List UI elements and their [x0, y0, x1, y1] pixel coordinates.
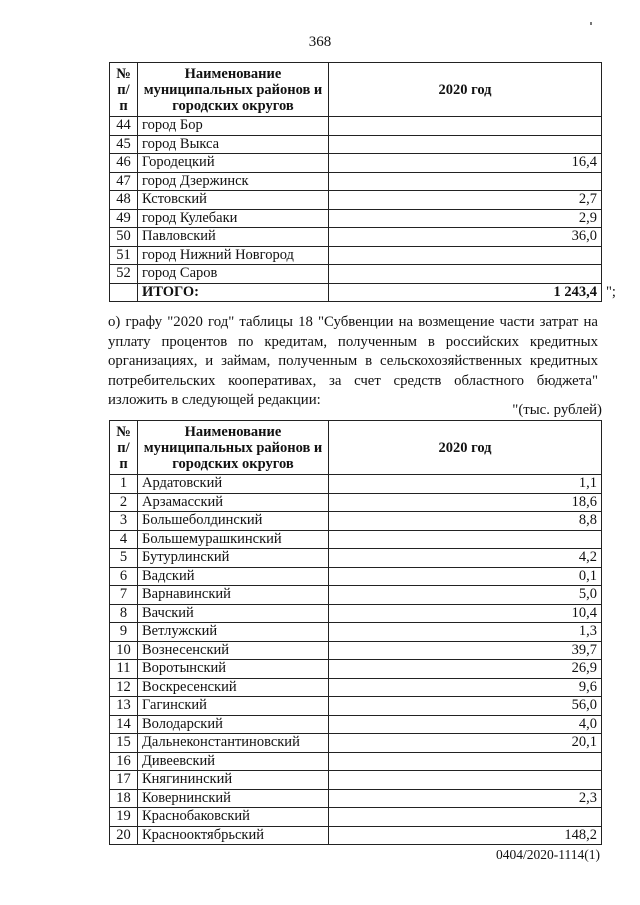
table-row [110, 191, 602, 210]
district-name: Володарский [138, 715, 329, 734]
district-name: Воротынский [138, 660, 329, 679]
amount-value: 36,0 [329, 228, 602, 247]
row-number: 12 [110, 678, 138, 697]
amount-value: 16,4 [329, 154, 602, 173]
row-number: 9 [110, 623, 138, 642]
amount-value: 4,0 [329, 715, 602, 734]
table-row [110, 641, 602, 660]
district-name: город Бор [138, 117, 329, 136]
row-number: 17 [110, 771, 138, 790]
amount-value [329, 808, 602, 827]
row-number: 50 [110, 228, 138, 247]
row-number: 2 [110, 493, 138, 512]
row-number: 10 [110, 641, 138, 660]
district-name: Дивеевский [138, 752, 329, 771]
row-number: 19 [110, 808, 138, 827]
header-year: 2020 год [329, 421, 602, 475]
district-name: Гагинский [138, 697, 329, 716]
row-number: 20 [110, 826, 138, 845]
header-name: Наименование муниципальных районов и городских округов [138, 421, 329, 475]
table-row [110, 209, 602, 228]
table-row [110, 697, 602, 716]
amount-value: 10,4 [329, 604, 602, 623]
table-row [110, 623, 602, 642]
table-row [110, 678, 602, 697]
amount-value: 0,1 [329, 567, 602, 586]
row-number: 46 [110, 154, 138, 173]
row-number: 5 [110, 549, 138, 568]
table2-body [110, 475, 602, 845]
amount-value: 1,3 [329, 623, 602, 642]
district-name: Вознесенский [138, 641, 329, 660]
district-name: город Выкса [138, 135, 329, 154]
header-number: № п/п [110, 63, 138, 117]
row-number: 15 [110, 734, 138, 753]
district-name: Вачский [138, 604, 329, 623]
district-name: Воскресенский [138, 678, 329, 697]
amount-value [329, 530, 602, 549]
table-row [110, 265, 602, 284]
subsidy-table-18 [109, 420, 602, 845]
district-name: Кстовский [138, 191, 329, 210]
row-number: 44 [110, 117, 138, 136]
amount-value [329, 771, 602, 790]
document-code: 0404/2020-1114(1) [496, 847, 600, 862]
amount-value: 26,9 [329, 660, 602, 679]
district-name: Павловский [138, 228, 329, 247]
row-number: 49 [110, 209, 138, 228]
row-number: 6 [110, 567, 138, 586]
table-row [110, 530, 602, 549]
district-name: Краснооктябрьский [138, 826, 329, 845]
row-number: 14 [110, 715, 138, 734]
amount-value: 20,1 [329, 734, 602, 753]
amount-value: 2,3 [329, 789, 602, 808]
table1-body [110, 117, 602, 284]
district-name: Большеболдинский [138, 512, 329, 531]
amount-value [329, 246, 602, 265]
amount-value: 56,0 [329, 697, 602, 716]
amount-value: 5,0 [329, 586, 602, 605]
district-name: Краснобаковский [138, 808, 329, 827]
table-row [110, 228, 602, 247]
amount-value: 18,6 [329, 493, 602, 512]
table-header-row [110, 421, 602, 475]
district-name: Варнавинский [138, 586, 329, 605]
district-name: Большемурашкинский [138, 530, 329, 549]
total-row [110, 283, 602, 302]
district-name: Княгининский [138, 771, 329, 790]
amount-value: 4,2 [329, 549, 602, 568]
row-number: 11 [110, 660, 138, 679]
table-row [110, 826, 602, 845]
closing-quote: "; [606, 284, 616, 300]
table-row [110, 172, 602, 191]
table-row [110, 493, 602, 512]
amount-value [329, 117, 602, 136]
amount-value [329, 265, 602, 284]
table-row [110, 512, 602, 531]
district-name: город Дзержинск [138, 172, 329, 191]
table-row [110, 604, 602, 623]
row-number: 45 [110, 135, 138, 154]
row-number: 8 [110, 604, 138, 623]
row-number: 52 [110, 265, 138, 284]
row-number: 16 [110, 752, 138, 771]
table-row [110, 117, 602, 136]
row-number: 3 [110, 512, 138, 531]
total-value: 1 243,4 [329, 283, 602, 302]
district-name: город Саров [138, 265, 329, 284]
row-number: 1 [110, 475, 138, 494]
amount-value [329, 752, 602, 771]
header-year: 2020 год [329, 63, 602, 117]
total-number-cell [110, 283, 138, 302]
district-name: Городецкий [138, 154, 329, 173]
table-row [110, 246, 602, 265]
row-number: 4 [110, 530, 138, 549]
table-row [110, 715, 602, 734]
district-name: Арзамасский [138, 493, 329, 512]
district-name: город Кулебаки [138, 209, 329, 228]
amount-value: 39,7 [329, 641, 602, 660]
district-name: Дальнеконстантиновский [138, 734, 329, 753]
table-row [110, 752, 602, 771]
table-row [110, 135, 602, 154]
table-row [110, 734, 602, 753]
amount-value: 1,1 [329, 475, 602, 494]
amount-value: 2,9 [329, 209, 602, 228]
row-number: 47 [110, 172, 138, 191]
district-name: Бутурлинский [138, 549, 329, 568]
scan-artifact [590, 22, 592, 25]
page-number: 368 [308, 34, 332, 50]
district-name: Вадский [138, 567, 329, 586]
subsidy-table-continued [109, 62, 602, 302]
header-name: Наименование муниципальных районов и городских округов [138, 63, 329, 117]
row-number: 48 [110, 191, 138, 210]
row-number: 51 [110, 246, 138, 265]
table-row [110, 549, 602, 568]
amount-value: 9,6 [329, 678, 602, 697]
total-label: ИТОГО: [138, 283, 329, 302]
table-row [110, 808, 602, 827]
table-row [110, 567, 602, 586]
amount-value: 148,2 [329, 826, 602, 845]
amount-value [329, 172, 602, 191]
row-number: 13 [110, 697, 138, 716]
amendment-paragraph: о) графу "2020 год" таблицы 18 "Субвенции на возмещение части затрат на уплату процентов по кредитам, полученным в российских кредитных организациях, и займам, полученным в сельскохозяйственных кредитных потребительских кооперативах, за счет средств областного бюджета" изложить в следующей редакции: [108, 314, 598, 408]
header-number: № п/п [110, 421, 138, 475]
district-name: Ковернинский [138, 789, 329, 808]
table-row [110, 154, 602, 173]
amount-value: 2,7 [329, 191, 602, 210]
table-row [110, 475, 602, 494]
row-number: 18 [110, 789, 138, 808]
table-header-row [110, 63, 602, 117]
amount-value [329, 135, 602, 154]
table-row [110, 789, 602, 808]
district-name: город Нижний Новгород [138, 246, 329, 265]
units-note: "(тыс. рублей) [512, 402, 602, 418]
amount-value: 8,8 [329, 512, 602, 531]
district-name: Ардатовский [138, 475, 329, 494]
district-name: Ветлужский [138, 623, 329, 642]
table-row [110, 660, 602, 679]
table-row [110, 771, 602, 790]
row-number: 7 [110, 586, 138, 605]
table-row [110, 586, 602, 605]
